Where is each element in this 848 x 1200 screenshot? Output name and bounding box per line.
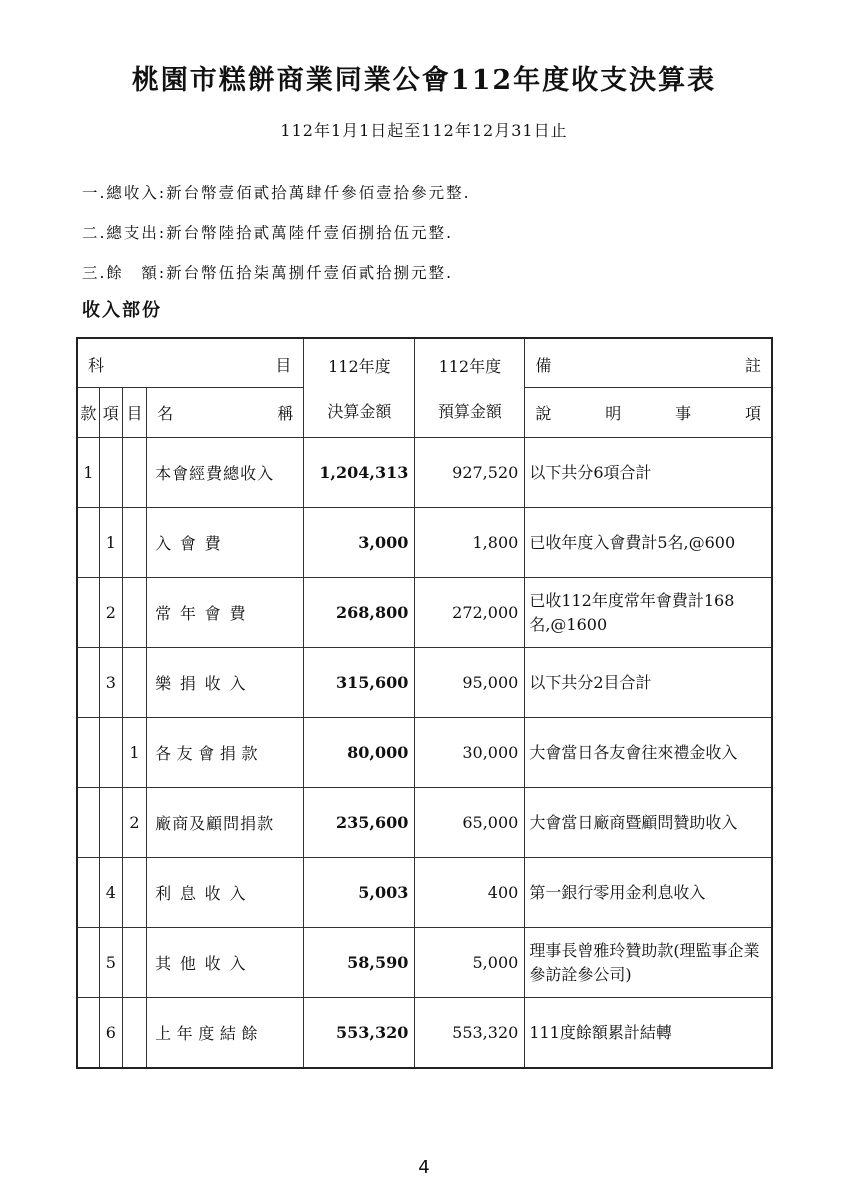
header-subject-left: 科 xyxy=(88,356,105,375)
cell-name-text: 樂捐收入 xyxy=(155,674,255,693)
cell-note: 已收年度入會費計5名,@600 xyxy=(525,508,772,578)
cell-note: 已收112年度常年會費計168名,@1600 xyxy=(525,578,772,648)
header-actual-year: 112年度 xyxy=(328,357,391,376)
cell-kuan xyxy=(77,858,99,928)
cell-xiang: 3 xyxy=(99,648,122,718)
cell-xiang: 2 xyxy=(99,578,122,648)
cell-actual-amount: 268,800 xyxy=(304,578,415,648)
cell-budget-amount: 1,800 xyxy=(415,508,525,578)
header-budget-label: 預算金額 xyxy=(437,402,502,421)
cell-xiang: 5 xyxy=(99,928,122,998)
cell-budget-amount: 553,320 xyxy=(415,998,525,1069)
table-row xyxy=(77,788,772,858)
cell-budget-amount: 272,000 xyxy=(415,578,525,648)
cell-kuan xyxy=(77,998,99,1069)
header-note xyxy=(525,338,772,388)
cell-budget-amount: 95,000 xyxy=(415,648,525,718)
cell-name xyxy=(147,438,304,508)
cell-xiang xyxy=(99,718,122,788)
summary-total-expense: 二.總支出:新台幣陸拾貳萬陸仟壹佰捌拾伍元整. xyxy=(82,224,454,242)
cell-name-text: 利息收入 xyxy=(155,884,255,903)
cell-mu: 2 xyxy=(122,788,146,858)
cell-note: 以下共分2目合計 xyxy=(525,648,772,718)
header-actual xyxy=(304,338,415,438)
cell-xiang: 6 xyxy=(99,998,122,1069)
cell-note: 理事長曾雅玲贊助款(理監事企業參訪詮參公司) xyxy=(525,928,772,998)
header-note-sub-2: 明 xyxy=(605,404,622,423)
cell-actual-amount: 235,600 xyxy=(304,788,415,858)
cell-kuan: 1 xyxy=(77,438,99,508)
cell-budget-amount: 400 xyxy=(415,858,525,928)
cell-name-text: 常年會費 xyxy=(155,604,255,623)
cell-mu xyxy=(122,648,146,718)
table-row xyxy=(77,438,772,508)
cell-name xyxy=(147,648,304,718)
cell-kuan xyxy=(77,578,99,648)
table-row xyxy=(77,998,772,1069)
table-row xyxy=(77,928,772,998)
cell-note: 第一銀行零用金利息收入 xyxy=(525,858,772,928)
cell-name xyxy=(147,578,304,648)
header-note-sub-4: 項 xyxy=(744,404,761,423)
header-note-right: 註 xyxy=(744,356,761,375)
header-subject-right: 目 xyxy=(275,356,292,375)
cell-mu xyxy=(122,578,146,648)
table-row xyxy=(77,718,772,788)
cell-name xyxy=(147,508,304,578)
table-body xyxy=(77,438,772,1069)
section-title: 收入部份 xyxy=(82,300,162,321)
cell-name-text: 其他收入 xyxy=(155,954,255,973)
summary-total-income: 一.總收入:新台幣壹佰貳拾萬肆仟參佰壹拾參元整. xyxy=(82,184,471,202)
cell-note: 大會當日廠商暨顧問贊助收入 xyxy=(525,788,772,858)
header-note-left: 備 xyxy=(535,356,552,375)
header-note-sub-1: 說 xyxy=(535,404,552,423)
cell-name-text: 上年度結餘 xyxy=(155,1024,264,1043)
cell-mu xyxy=(122,858,146,928)
cell-budget-amount: 927,520 xyxy=(415,438,525,508)
header-name-right: 稱 xyxy=(277,404,294,423)
header-budget-year: 112年度 xyxy=(438,357,502,376)
cell-actual-amount: 80,000 xyxy=(304,718,415,788)
header-subject xyxy=(77,338,304,388)
cell-name xyxy=(147,718,304,788)
cell-name-text: 各友會捐款 xyxy=(155,744,264,763)
header-mu: 目 xyxy=(122,388,146,438)
cell-mu xyxy=(122,998,146,1069)
cell-name-text: 廠商及顧問捐款 xyxy=(155,814,275,833)
header-actual-label: 決算金額 xyxy=(327,402,392,421)
cell-note: 以下共分6項合計 xyxy=(525,438,772,508)
table-row xyxy=(77,858,772,928)
cell-mu xyxy=(122,508,146,578)
cell-name xyxy=(147,998,304,1069)
cell-actual-amount: 315,600 xyxy=(304,648,415,718)
summary-balance: 三.餘 額:新台幣伍拾柒萬捌仟壹佰貳拾捌元整. xyxy=(82,264,454,282)
cell-name xyxy=(147,858,304,928)
cell-budget-amount: 5,000 xyxy=(415,928,525,998)
cell-note: 111度餘額累計結轉 xyxy=(525,998,772,1069)
table-row xyxy=(77,648,772,718)
cell-kuan xyxy=(77,718,99,788)
cell-mu: 1 xyxy=(122,718,146,788)
header-kuan: 款 xyxy=(77,388,99,438)
page-number: 4 xyxy=(418,1157,430,1178)
cell-xiang xyxy=(99,788,122,858)
cell-xiang: 4 xyxy=(99,858,122,928)
header-name-left: 名 xyxy=(157,404,174,423)
cell-budget-amount: 30,000 xyxy=(415,718,525,788)
cell-actual-amount: 553,320 xyxy=(304,998,415,1069)
cell-note: 大會當日各友會往來禮金收入 xyxy=(525,718,772,788)
header-xiang: 項 xyxy=(99,388,122,438)
cell-kuan xyxy=(77,788,99,858)
header-row-1 xyxy=(77,338,772,388)
cell-actual-amount: 58,590 xyxy=(304,928,415,998)
header-note-sub xyxy=(525,388,772,438)
cell-name-text: 本會經費總收入 xyxy=(155,464,275,483)
document-title: 桃園市糕餅商業同業公會112年度收支決算表 xyxy=(131,65,717,96)
table-row xyxy=(77,578,772,648)
cell-name-text: 入會費 xyxy=(155,534,230,553)
cell-budget-amount: 65,000 xyxy=(415,788,525,858)
cell-name xyxy=(147,928,304,998)
cell-name xyxy=(147,788,304,858)
cell-mu xyxy=(122,438,146,508)
cell-mu xyxy=(122,928,146,998)
cell-xiang: 1 xyxy=(99,508,122,578)
cell-kuan xyxy=(77,928,99,998)
cell-actual-amount: 3,000 xyxy=(304,508,415,578)
cell-actual-amount: 1,204,313 xyxy=(304,438,415,508)
cell-kuan xyxy=(77,648,99,718)
header-note-sub-3: 事 xyxy=(675,404,692,423)
document-period: 112年1月1日起至112年12月31日止 xyxy=(280,121,568,140)
income-table xyxy=(76,337,773,1069)
cell-actual-amount: 5,003 xyxy=(304,858,415,928)
header-name xyxy=(147,388,304,438)
table-row xyxy=(77,508,772,578)
cell-kuan xyxy=(77,508,99,578)
header-budget xyxy=(415,338,525,438)
cell-xiang xyxy=(99,438,122,508)
